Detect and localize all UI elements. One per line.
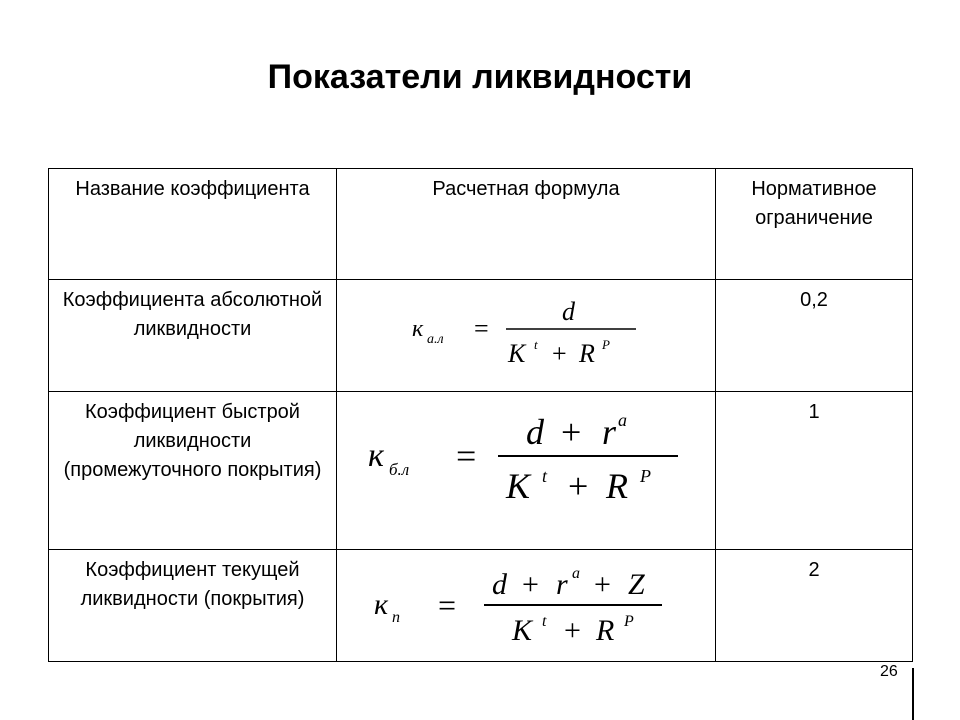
numerator-r: r xyxy=(556,568,568,601)
formula-svg xyxy=(356,556,696,656)
denominator-k: K xyxy=(508,339,526,368)
row-name: Коэффициент быстрой ликвидности (промежуточного покрытия) xyxy=(49,392,337,550)
numerator-r-sup: a xyxy=(572,565,580,582)
denominator-r: R xyxy=(596,614,615,647)
denominator-k-sup: t xyxy=(542,466,548,486)
header-formula: Расчетная формула xyxy=(337,169,716,280)
liquidity-ratios-table xyxy=(48,168,913,662)
formula-symbol: к xyxy=(368,437,384,474)
denominator-k: K xyxy=(506,466,531,506)
formula-absolute-liquidity xyxy=(337,280,716,392)
formula-equals: = xyxy=(474,314,489,343)
denominator-r-sup: P xyxy=(624,613,634,630)
slide-title: Показатели ликвидности xyxy=(267,58,693,96)
row-norm: 1 xyxy=(716,392,913,550)
denominator-k-sup: t xyxy=(542,613,547,630)
row-norm: 0,2 xyxy=(716,280,913,392)
numerator-plus: + xyxy=(522,568,539,601)
table-row xyxy=(49,550,913,662)
formula-equals: = xyxy=(438,587,457,623)
numerator-d: d xyxy=(492,568,507,601)
formula-subscript: б.л xyxy=(389,460,410,479)
row-name: Коэффициента абсолютной ликвидности xyxy=(49,280,337,392)
denominator-plus: + xyxy=(568,466,589,506)
formula-svg xyxy=(396,286,656,376)
header-name: Название коэффициента xyxy=(49,169,337,280)
numerator-plus2: + xyxy=(594,568,611,601)
row-norm: 2 xyxy=(716,550,913,662)
header-norm: Нормативное ограничение xyxy=(716,169,913,280)
numerator-r-sup: a xyxy=(618,410,627,430)
page-number: 26 xyxy=(880,663,898,680)
denominator-plus: + xyxy=(552,339,567,368)
formula-symbol: к xyxy=(412,316,424,342)
table-header-row xyxy=(49,169,913,280)
numerator-d: d xyxy=(526,412,544,452)
formula-equals: = xyxy=(456,436,477,476)
row-name: Коэффициент текущей ликвидности (покрытия) xyxy=(49,550,337,662)
denominator-r: R xyxy=(606,466,628,506)
formula-symbol: к xyxy=(374,588,389,621)
numerator-z: Z xyxy=(628,568,645,601)
denominator-r: R xyxy=(579,339,595,368)
formula-subscript: п xyxy=(392,609,400,626)
denominator-k-sup: t xyxy=(534,337,538,352)
numerator-plus: + xyxy=(561,412,582,452)
denominator-r-sup: P xyxy=(602,337,610,352)
formula-current-liquidity xyxy=(337,550,716,662)
table-row xyxy=(49,392,913,550)
formula-svg xyxy=(356,398,696,518)
denominator-r-sup: P xyxy=(640,466,651,486)
formula-numerator: d xyxy=(562,297,575,326)
denominator-plus: + xyxy=(564,614,581,647)
table-row xyxy=(49,280,913,392)
formula-quick-liquidity xyxy=(337,392,716,550)
denominator-k: K xyxy=(512,614,533,647)
formula-subscript: а.л xyxy=(427,332,444,347)
slide-decor-line xyxy=(912,668,914,720)
numerator-r: r xyxy=(602,412,617,452)
